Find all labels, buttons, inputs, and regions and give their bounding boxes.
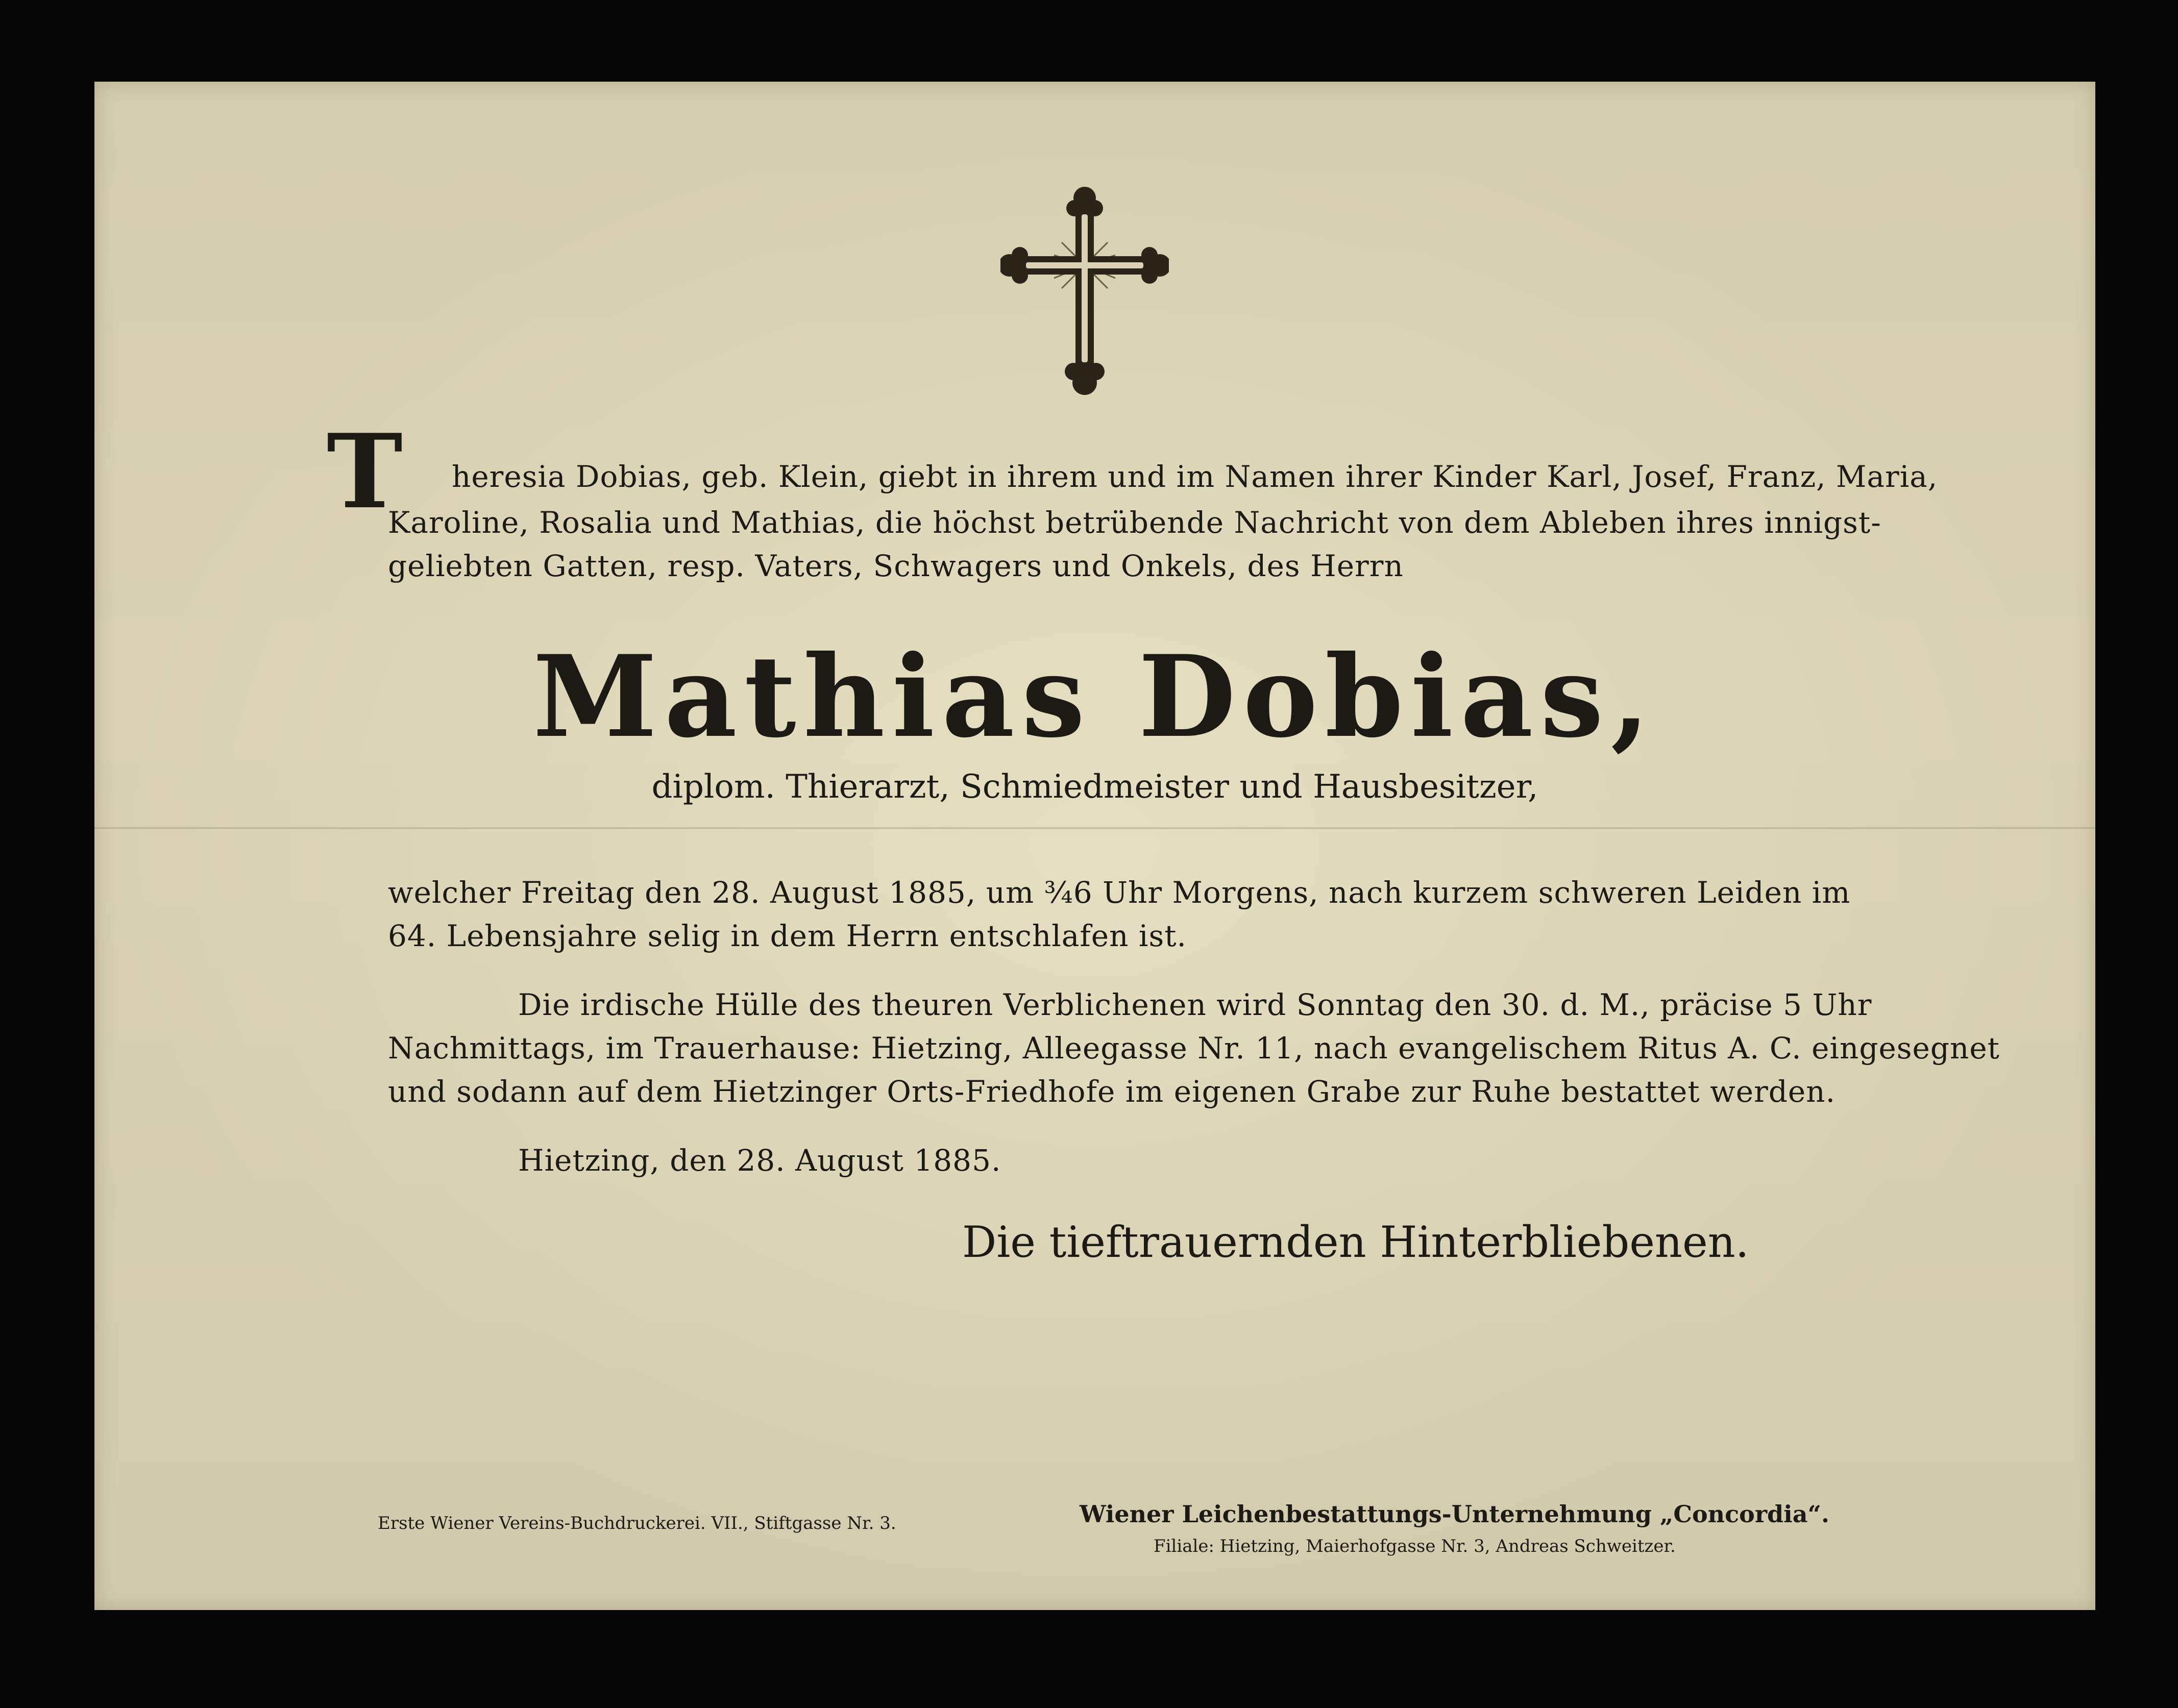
undertaker-imprint: Wiener Leichenbestattungs-Unternehmung „Concordia“. (1080, 1500, 1829, 1528)
printer-imprint: Erste Wiener Vereins-Buchdruckerei. VII., Stiftgasse Nr. 3. (378, 1513, 896, 1533)
closing-signature: Die tieftrauernden Hinterbliebenen. (962, 1217, 1749, 1267)
funeral-notice-paper (94, 82, 2095, 1610)
intro-line-3: geliebten Gatten, resp. Vaters, Schwagers und Onkels, des Herrn (388, 549, 1404, 583)
deceased-profession: diplom. Thierarzt, Schmiedmeister und Hausbesitzer, (651, 768, 1538, 806)
death-line-2: 64. Lebensjahre selig in dem Herrn entschlafen ist. (388, 919, 1187, 953)
intro-dropcap: T (327, 412, 403, 532)
intro-line-1: heresia Dobias, geb. Klein, giebt in ihrem und im Namen ihrer Kinder Karl, Josef, Franz, Maria, (452, 459, 1938, 494)
intro-line-2: Karoline, Rosalia und Mathias, die höchst betrübende Nachricht von dem Ableben ihres innigst- (388, 505, 1881, 540)
paper-fold-line (94, 827, 2095, 830)
burial-line-1: Die irdische Hülle des theuren Verblichenen wird Sonntag den 30. d. M., präcise 5 Uhr (518, 987, 1872, 1022)
dateline: Hietzing, den 28. August 1885. (518, 1143, 1001, 1178)
burial-line-2: Nachmittags, im Trauerhause: Hietzing, Alleegasse Nr. 11, nach evangelischem Ritus A. C. eingesegnet (388, 1031, 2000, 1066)
death-line-1: welcher Freitag den 28. August 1885, um ¾6 Uhr Morgens, nach kurzem schweren Leiden im (388, 875, 1851, 910)
ornate-cross-icon (1000, 184, 1169, 398)
deceased-name: Mathias Dobias, (532, 630, 1657, 762)
undertaker-branch: Filiale: Hietzing, Maierhofgasse Nr. 3, Andreas Schweitzer. (1154, 1536, 1676, 1556)
burial-line-3: und sodann auf dem Hietzinger Orts-Friedhofe im eigenen Grabe zur Ruhe bestattet werden. (388, 1074, 1836, 1109)
